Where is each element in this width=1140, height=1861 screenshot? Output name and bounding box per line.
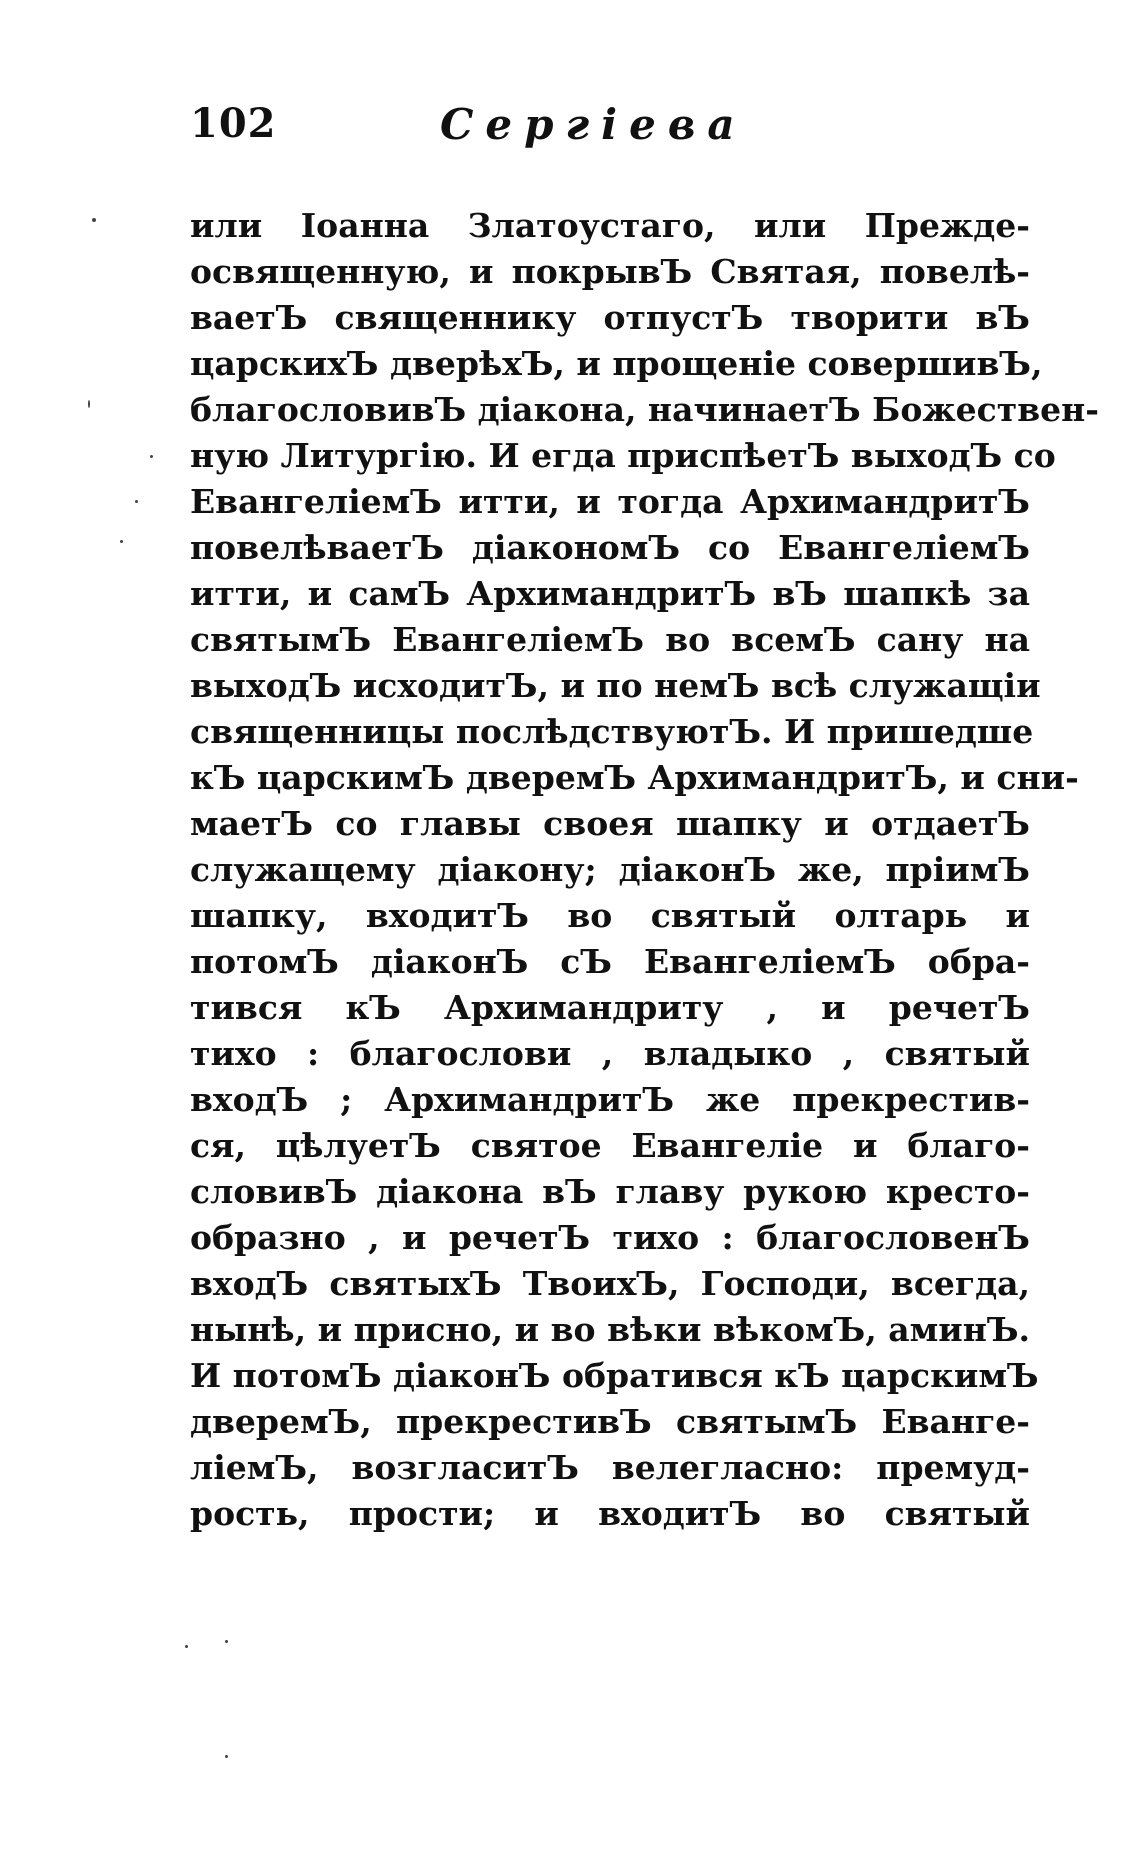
print-speck	[135, 500, 138, 503]
running-head: Сергіева	[440, 100, 747, 149]
text-line: потомЪ діаконЪ сЪ ЕвангеліемЪ обра-	[190, 942, 1030, 981]
text-line: итти, и самЪ АрхимандритЪ вЪ шапкѣ за	[190, 574, 1030, 613]
text-line: ліемЪ, возгласитЪ велегласно: премуд-	[190, 1448, 1030, 1487]
print-speck	[225, 1640, 228, 1643]
print-speck	[225, 1755, 228, 1758]
text-line: ЕвангеліемЪ итти, и тогда АрхимандритЪ	[190, 482, 1030, 521]
page-number: 102	[190, 100, 277, 147]
text-line: служащему діакону; діаконЪ же, пріимЪ	[190, 850, 1030, 889]
print-speck	[92, 218, 96, 222]
text-line: выходЪ исходитЪ, и по немЪ всѣ служащіи	[190, 666, 1041, 705]
text-line: маетЪ со главы своея шапку и отдаетЪ	[190, 804, 1030, 843]
text-line: тився кЪ Архимандриту , и речетЪ	[190, 988, 1030, 1027]
text-line: кЪ царскимЪ дверемЪ АрхимандритЪ, и сни-	[190, 758, 1079, 797]
page-header	[190, 100, 890, 160]
text-line: ваетЪ священнику отпустЪ творити вЪ	[190, 298, 1030, 337]
text-line: ся, цѣлуетЪ святое Евангеліе и благо-	[190, 1126, 1030, 1165]
text-line: дверемЪ, прекрестивЪ святымЪ Еванге-	[190, 1402, 1030, 1441]
text-line: ную Литургію. И егда приспѣетЪ выходЪ со	[190, 436, 1056, 475]
print-speck	[150, 455, 153, 458]
text-line: входЪ святыхЪ ТвоихЪ, Господи, всегда,	[190, 1264, 1030, 1303]
text-line: словивЪ діакона вЪ главу рукою кресто-	[190, 1172, 1030, 1211]
print-speck	[120, 540, 123, 543]
text-line: И потомЪ діаконЪ обратився кЪ царскимЪ	[190, 1356, 1039, 1395]
text-line: святымЪ ЕвангеліемЪ во всемЪ сану на	[190, 620, 1030, 659]
text-line: нынѣ, и присно, и во вѣки вѣкомЪ, аминЪ.	[190, 1310, 1030, 1349]
text-line: благословивЪ діакона, начинаетЪ Божествен-	[190, 390, 1099, 429]
text-line: освященную, и покрывЪ Святая, повелѣ-	[190, 252, 1030, 291]
text-line: тихо : благослови , владыко , святый	[190, 1034, 1030, 1073]
print-speck	[88, 400, 90, 408]
text-line: входЪ ; АрхимандритЪ же прекрестив-	[190, 1080, 1030, 1119]
text-line: царскихЪ дверѣхЪ, и прощеніе совершивЪ,	[190, 344, 1043, 383]
text-line: или Іоанна Златоустаго, или Прежде-	[190, 206, 1030, 245]
print-speck	[185, 1645, 188, 1648]
text-line: шапку, входитЪ во святый олтарь и	[190, 896, 1030, 935]
text-line: повелѣваетЪ діакономЪ со ЕвангеліемЪ	[190, 528, 1030, 567]
text-line: рость, прости; и входитЪ во святый	[190, 1494, 1030, 1533]
body-text	[190, 203, 1099, 1537]
text-line: образно , и речетЪ тихо : благословенЪ	[190, 1218, 1030, 1257]
text-line: священницы послѣдствуютЪ. И пришедше	[190, 712, 1034, 751]
